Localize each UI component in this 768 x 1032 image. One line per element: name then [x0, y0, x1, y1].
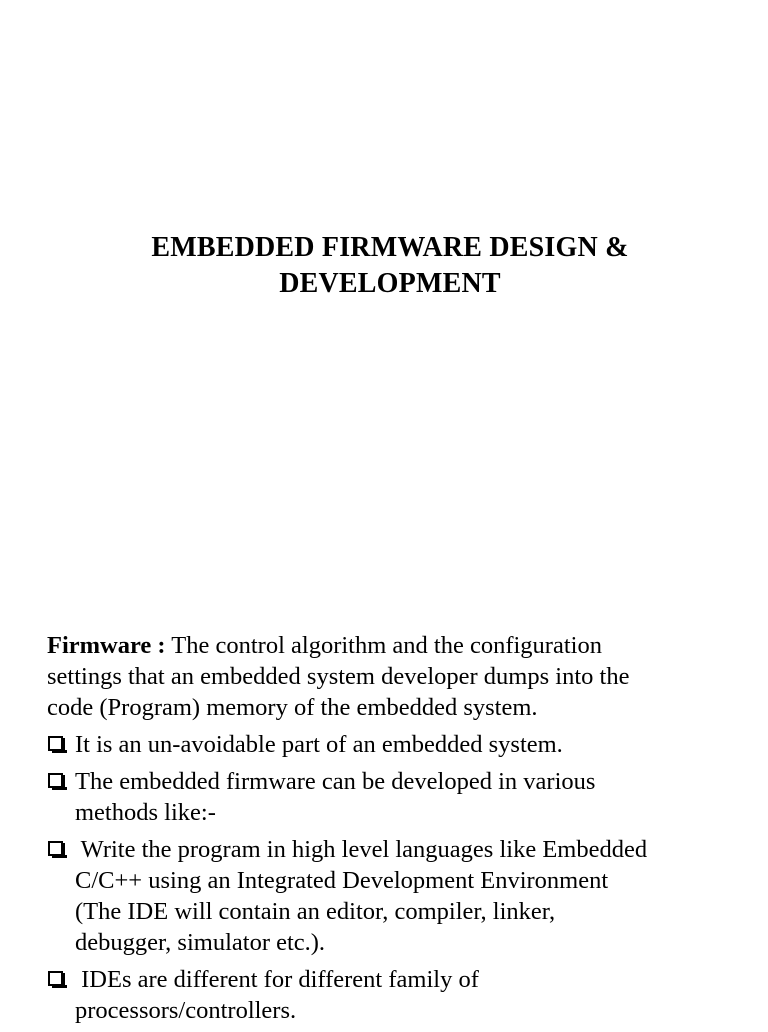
checkbox-square-icon	[48, 971, 63, 986]
checkbox-square-icon	[48, 773, 63, 788]
checkbox-square-icon	[48, 841, 63, 856]
slide-body	[47, 630, 747, 1032]
definition-line-1	[47, 630, 747, 661]
title-line-2: DEVELOPMENT	[279, 268, 501, 299]
slide-title	[0, 230, 768, 302]
firmware-definition	[47, 630, 747, 723]
bullet-3-line-1: Write the program in high level languages like Embedded	[75, 836, 648, 863]
bullet-2-line-1: The embedded firmware can be developed in various	[75, 768, 596, 795]
bullet-item-4	[47, 964, 747, 1026]
definition-term: Firmware :	[47, 632, 166, 659]
bullet-4-line-2: processors/controllers.	[75, 997, 297, 1024]
bullet-2-line-2: methods like:-	[75, 799, 216, 826]
bullet-3-line-2: C/C++ using an Integrated Development Environment	[75, 867, 609, 894]
definition-text-1: The control algorithm and the configuration	[165, 632, 602, 659]
checkbox-square-icon	[48, 736, 63, 751]
definition-line-2: settings that an embedded system developer dumps into the	[47, 663, 630, 690]
bullet-1-line-1: It is an un-avoidable part of an embedded system.	[75, 731, 563, 758]
definition-line-3: code (Program) memory of the embedded system.	[47, 694, 538, 721]
bullet-item-1	[47, 729, 747, 760]
title-line-1: EMBEDDED FIRMWARE DESIGN &	[151, 232, 629, 263]
bullet-item-3	[47, 834, 747, 958]
bullet-item-2	[47, 766, 747, 828]
bullet-3-line-4: debugger, simulator etc.).	[75, 929, 326, 956]
bullet-4-line-1: IDEs are different for different family of	[75, 966, 479, 993]
bullet-3-line-3: (The IDE will contain an editor, compiler, linker,	[75, 898, 556, 925]
